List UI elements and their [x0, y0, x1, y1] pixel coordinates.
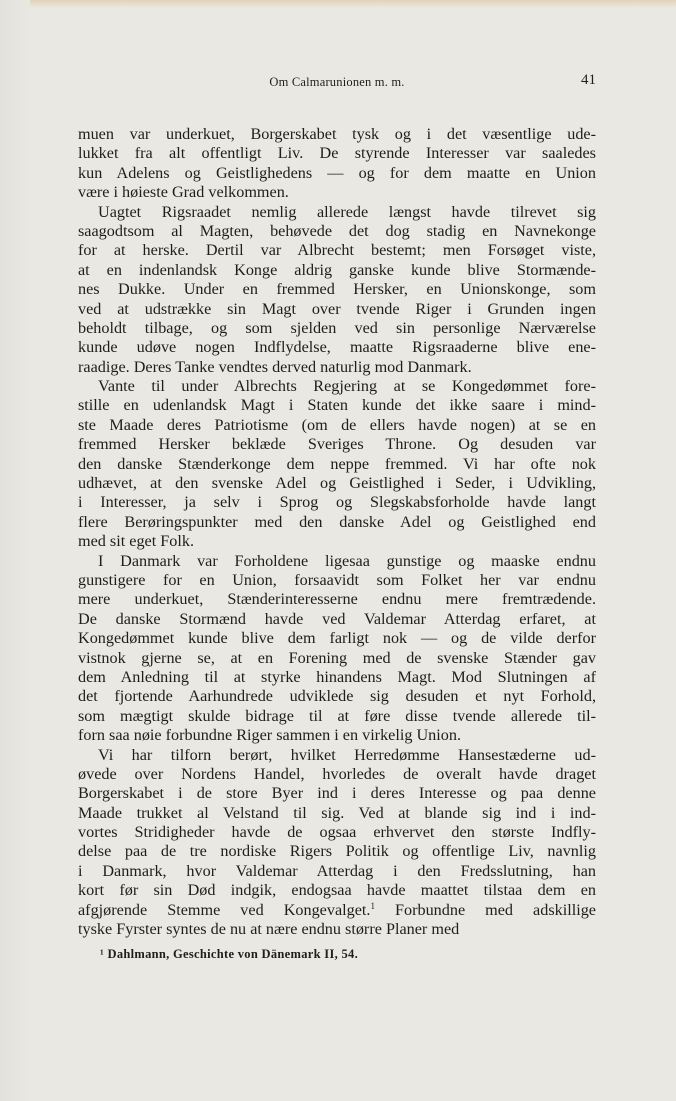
text-line: Borgerskabet i de store Byer ind i deres Interesse og paa denne: [78, 784, 596, 803]
text-line: vortes Stridigheder havde de ogsaa erhvervet den største Indfly-: [78, 823, 596, 842]
text-line: De danske Stormænd havde ved Valdemar Atterdag erfaret, at: [78, 609, 596, 628]
text-line: kunde udøve nogen Indflydelse, maatte Rigsraaderne blive ene-: [78, 338, 596, 357]
text-line: nes Dukke. Under en fremmed Hersker, en Unionskonge, som: [78, 280, 596, 299]
text-line: kun Adelens og Geistlighedens — og for dem maatte en Union: [78, 163, 596, 182]
text-line: tyske Fyrster syntes de nu at nære endnu større Planer med: [78, 920, 460, 939]
text-line: ste Maade deres Patriotisme (om de ellers havde nogen) at se en: [78, 415, 596, 434]
text-line: Maade trukket al Velstand til sig. Ved at blande sig ind i ind-: [78, 803, 596, 822]
paragraph: [78, 746, 596, 940]
text-line: lukket fra alt offentligt Liv. De styrende Interesser var saaledes: [78, 144, 596, 163]
body-text: [78, 125, 596, 939]
footnote-text: Dahlmann, Geschichte von Dänemark II, 54.: [107, 947, 359, 961]
text-line: den danske Stænderkonge dem neppe fremmed. Vi har ofte nok: [78, 454, 596, 473]
paragraph: [78, 203, 596, 378]
page-header: [78, 72, 596, 92]
text-line: afgjørende Stemme ved Kongevalget.$^1$ Forbundne med adskillige: [78, 900, 596, 919]
text-line: dem Anledning til at styrke hinandens Magt. Mod Slutningen af: [78, 667, 596, 686]
text-line: ved at udstrække sin Magt over tvende Riger i Grunden ingen: [78, 299, 596, 318]
paragraph: [78, 552, 596, 746]
text-line: flere Berøringspunkter med den danske Adel og Geistlighed end: [78, 512, 596, 531]
text-line: I Danmark var Forholdene ligesaa gunstige og maaske endnu: [98, 551, 596, 570]
text-line: som mægtigt skulde bidrage til at føre disse tvende allerede til-: [78, 706, 596, 725]
page-number: 41: [581, 72, 596, 88]
text-line: udhævet, at den svenske Adel og Geistlighed i Seder, i Udvikling,: [78, 474, 596, 493]
text-line: være i høieste Grad velkommen.: [78, 183, 289, 202]
running-title: Om Calmarunionen m. m.: [269, 75, 405, 89]
text-line: forn saa nøie forbundne Riger sammen i en virkelig Union.: [78, 726, 462, 745]
text-line: Vi har tilforn berørt, hvilket Herredømme Hansestæderne ud-: [98, 745, 596, 764]
text-line: det fjortende Aarhundrede udviklede sig desuden et nyt Forhold,: [78, 687, 596, 706]
paragraph: [78, 377, 596, 552]
page-top-edge: [0, 0, 676, 8]
text-line: i Interesser, ja selv i Sprog og Slegskabsforholde havde langt: [78, 493, 596, 512]
text-line: Kongedømmet kunde blive dem farligt nok — og de vilde derfor: [78, 629, 596, 648]
text-line: vistnok gjerne se, at en Forening med de svenske Stænder gav: [78, 648, 596, 667]
text-line: at en indenlandsk Konge aldrig ganske kunde blive Stormænde-: [78, 260, 596, 279]
footnote-marker: ¹: [100, 947, 105, 961]
footnote-ref: 1: [370, 900, 375, 911]
footnote: [100, 947, 358, 962]
text-line: Uagtet Rigsraadet nemlig allerede længst havde tilrevet sig: [98, 202, 596, 221]
text-line: raadige. Deres Tanke vendtes derved naturlig mod Danmark.: [78, 357, 472, 376]
paragraph: [78, 125, 596, 203]
text-line: gunstigere for en Union, forsaavidt som Folket her var endnu: [78, 570, 596, 589]
text-line: saagodtsom al Magten, behøvede det dog stadig en Navnekonge: [78, 221, 596, 240]
text-line: med sit eget Folk.: [78, 532, 194, 551]
text-line: muen var underkuet, Borgerskabet tysk og i det væsentlige ude-: [78, 125, 596, 143]
text-line: beholdt tilbage, og som sjelden ved sin personlige Nærværelse: [78, 318, 596, 337]
text-line: Vante til under Albrechts Regjering at se Kongedømmet fore-: [98, 377, 596, 396]
page-gutter-shade: [0, 0, 30, 1101]
text-line: øvede over Nordens Handel, hvorledes de overalt havde draget: [78, 764, 596, 783]
text-line: fremmed Hersker beklæde Sveriges Throne. Og desuden var: [78, 435, 596, 454]
text-line: delse paa de tre nordiske Rigers Politik og offentlige Liv, navnlig: [78, 842, 596, 861]
text-line: for at herske. Dertil var Albrecht bestemt; men Forsøget viste,: [78, 241, 596, 260]
text-line: kort før sin Død indgik, endogsaa havde maattet tilstaa dem en: [78, 881, 596, 900]
text-line: i Danmark, hvor Valdemar Atterdag i den Fredsslutning, han: [78, 861, 596, 880]
text-line: mere underkuet, Stænderinteresserne endnu mere fremtrædende.: [78, 590, 596, 609]
text-line: stille en udenlandsk Magt i Staten kunde det ikke saare i mind-: [78, 396, 596, 415]
